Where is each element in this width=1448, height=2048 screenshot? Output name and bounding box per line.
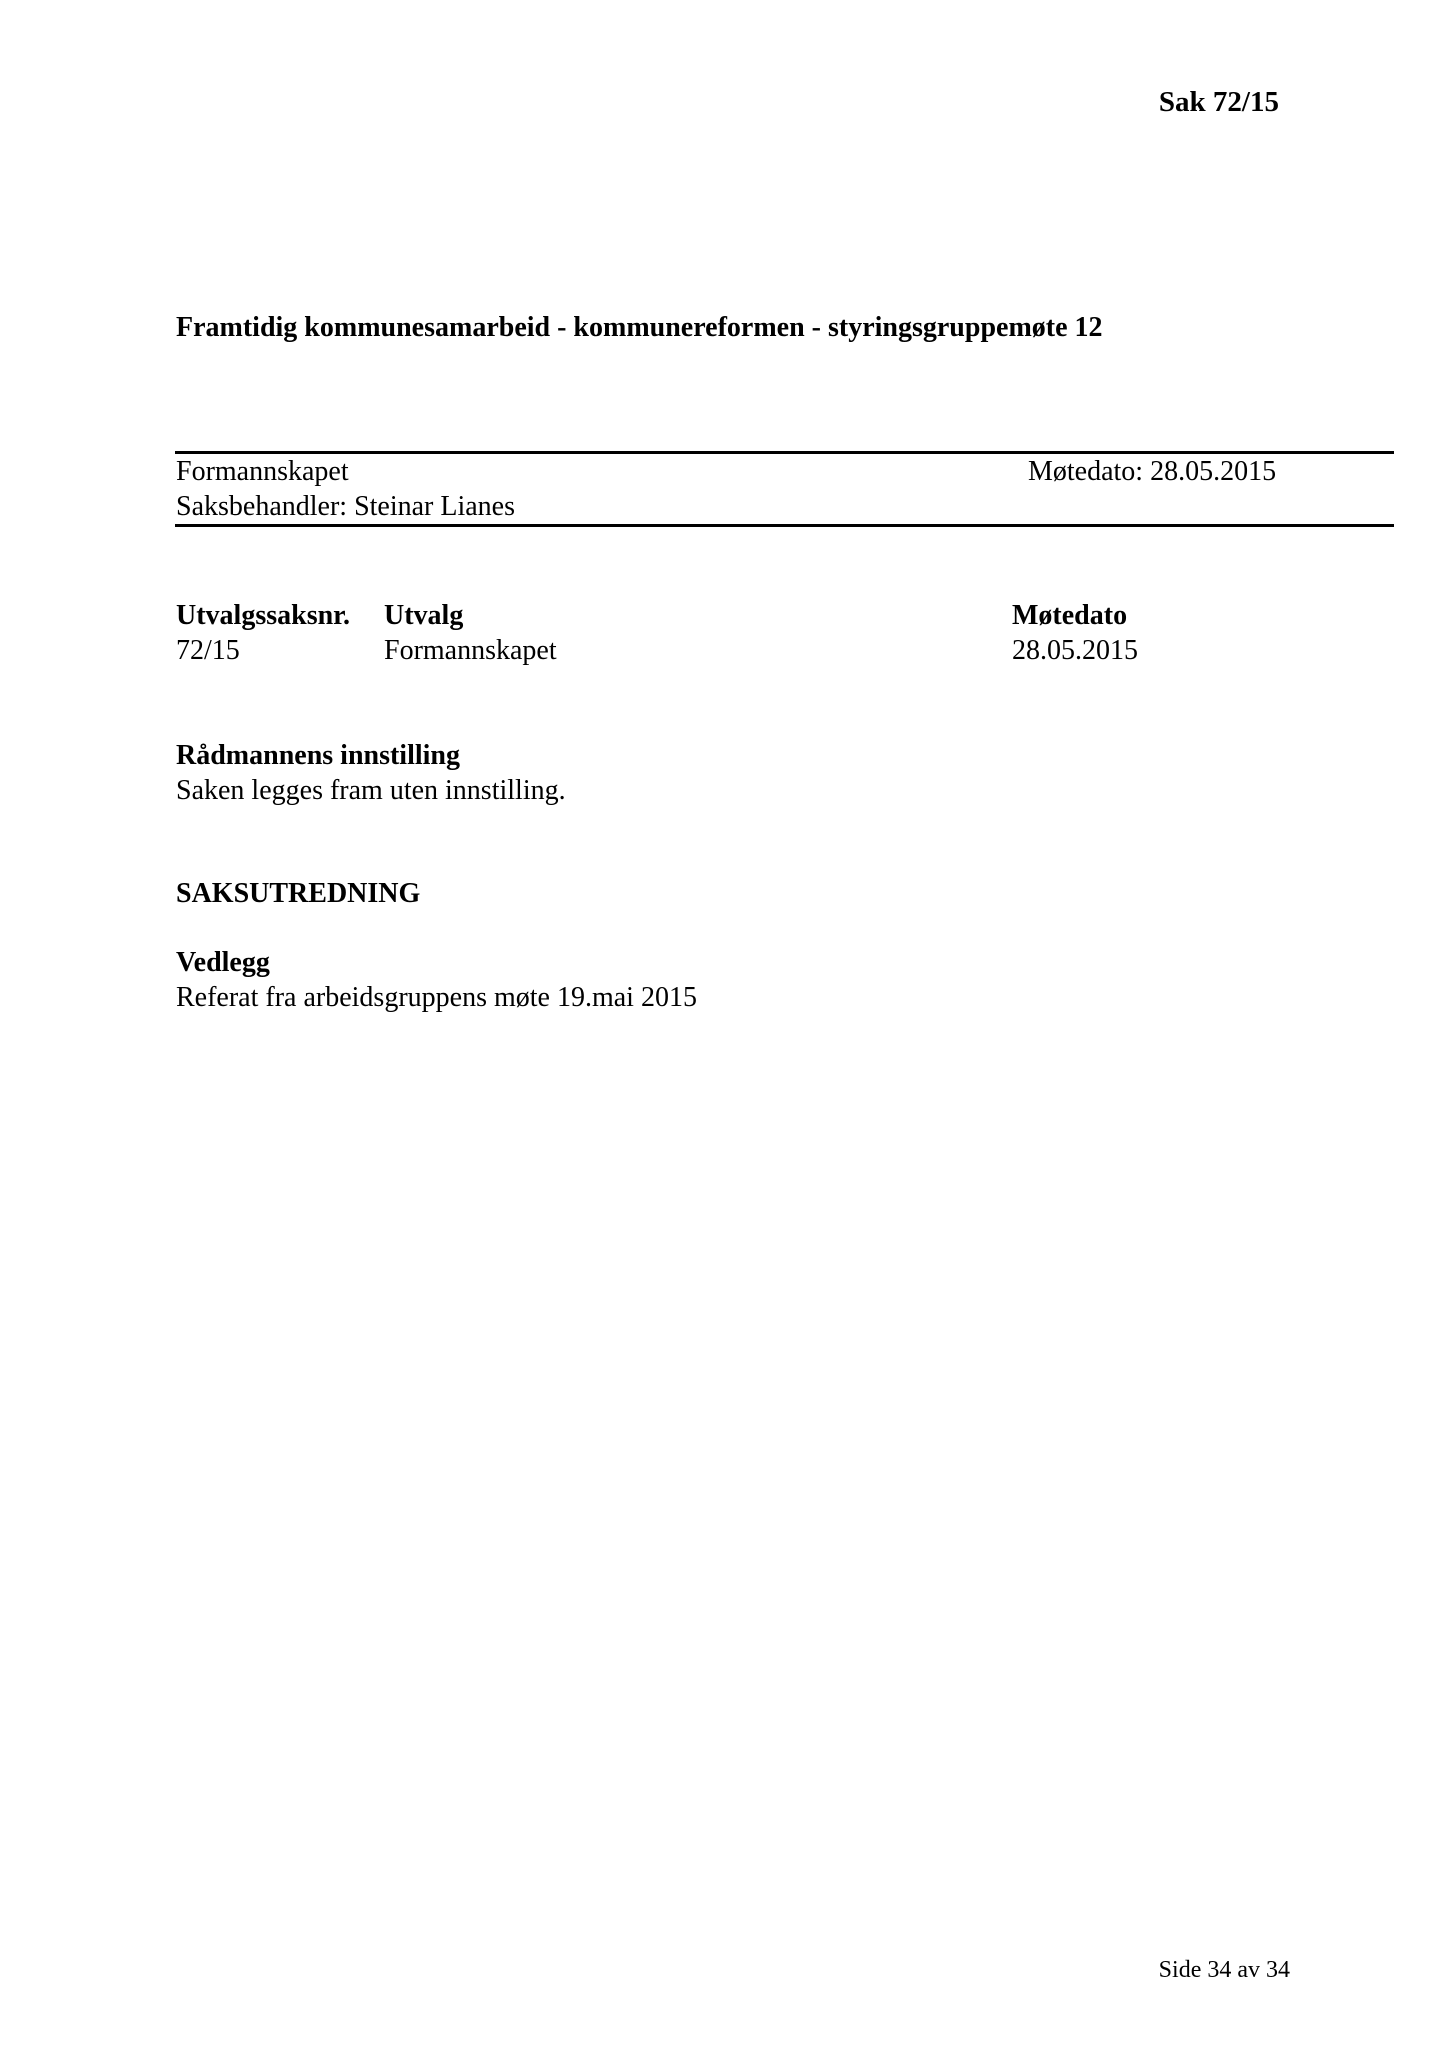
top-divider	[175, 451, 1394, 454]
case-number-header: Sak 72/15	[1158, 86, 1279, 118]
meeting-date-column-header: Møtedato	[1012, 600, 1128, 631]
committee-cell: Formannskapet	[384, 635, 557, 666]
case-number-cell: 72/15	[176, 635, 240, 666]
bottom-divider	[175, 524, 1394, 527]
committee-name: Formannskapet	[176, 456, 349, 487]
case-number-column-header: Utvalgssaksnr.	[176, 600, 351, 631]
meeting-date-cell: 28.05.2015	[1012, 635, 1138, 666]
document-title: Framtidig kommunesamarbeid - kommunereformen - styringsgruppemøte 12	[176, 312, 1103, 343]
recommendation-text: Saken legges fram uten innstilling.	[176, 775, 566, 806]
attachments-heading: Vedlegg	[176, 947, 270, 978]
attachment-item: Referat fra arbeidsgruppens møte 19.mai 2015	[176, 982, 697, 1013]
case-report-heading: SAKSUTREDNING	[176, 878, 421, 909]
page-number: Side 34 av 34	[1158, 1957, 1290, 1983]
committee-column-header: Utvalg	[384, 600, 464, 631]
case-handler: Saksbehandler: Steinar Lianes	[176, 491, 516, 522]
meeting-date-label: Møtedato: 28.05.2015	[1028, 456, 1277, 487]
recommendation-heading: Rådmannens innstilling	[176, 740, 460, 771]
